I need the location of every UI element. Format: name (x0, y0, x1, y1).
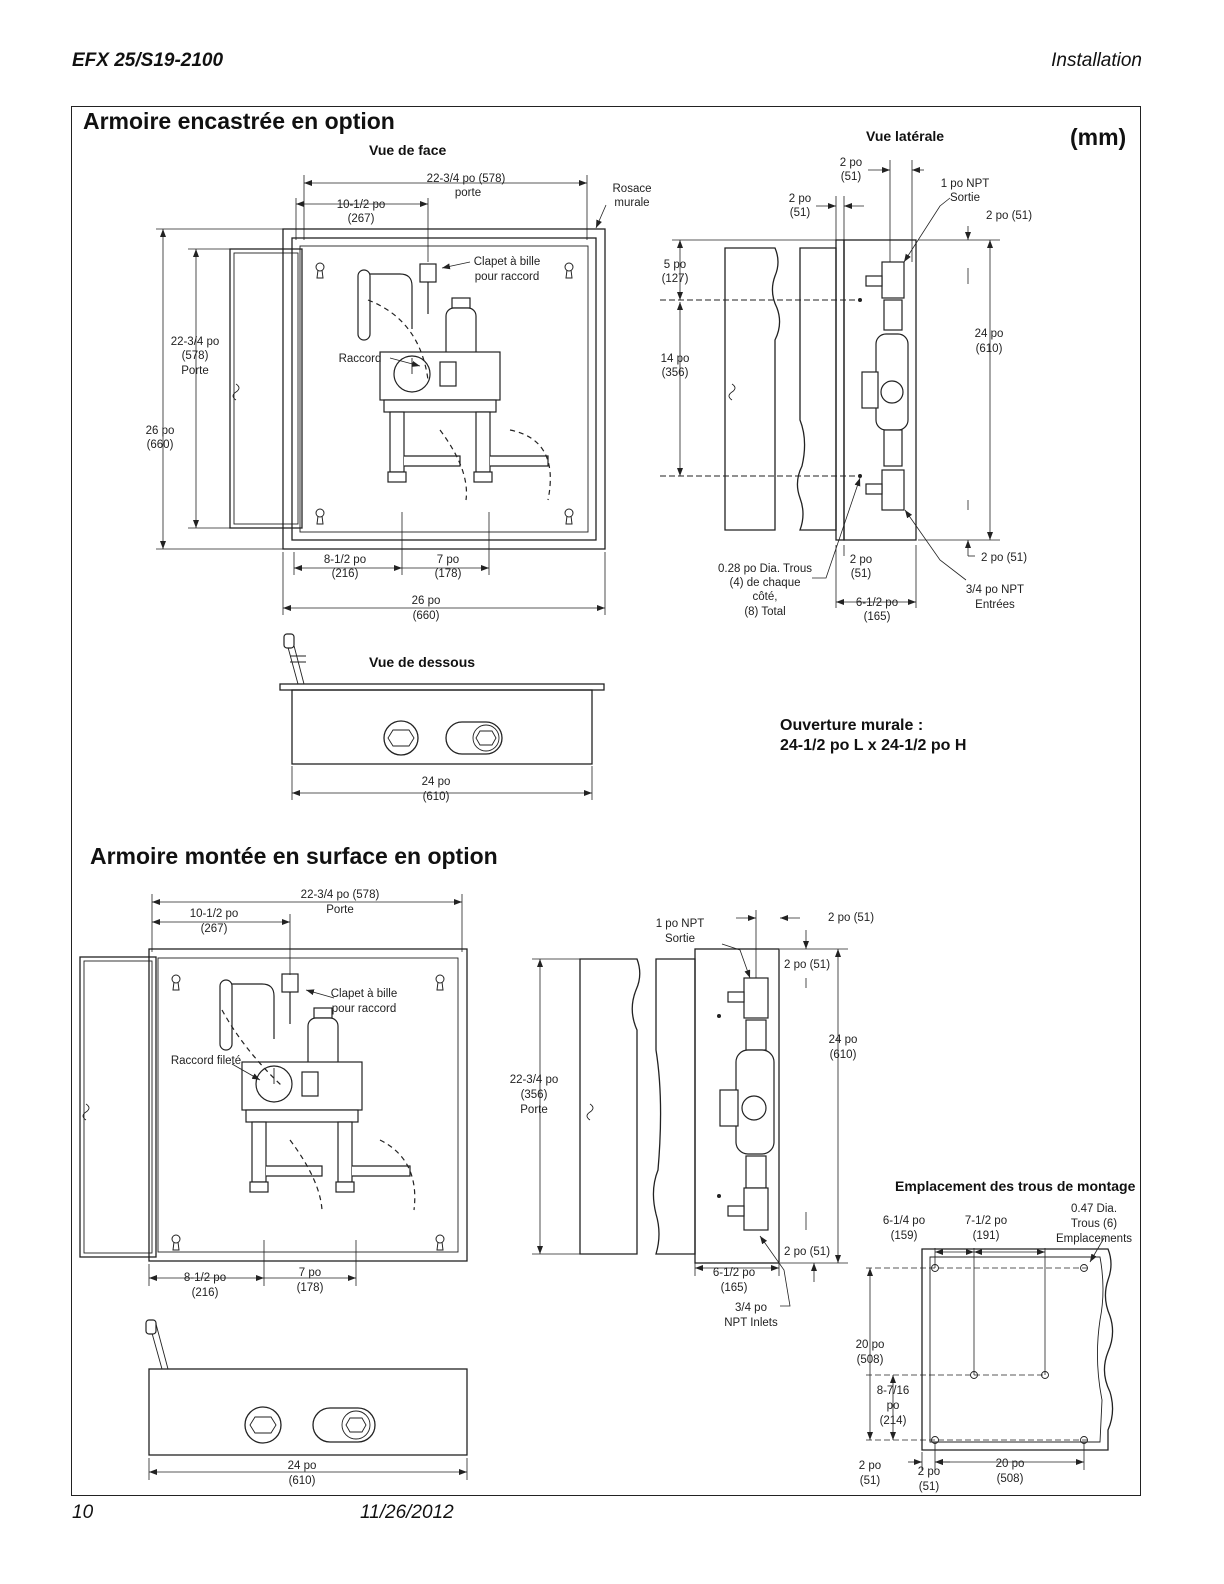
side-view-title: Vue latérale (866, 128, 945, 144)
dimension-label: Porte (520, 1104, 548, 1116)
dimension-label: (51) (850, 568, 872, 580)
dimension-label: 5 po (663, 259, 687, 271)
dimension-label: 22-3/4 po (578) (426, 173, 506, 185)
dimension-label: 2 po (849, 554, 873, 566)
dimension-label: (216) (331, 568, 359, 580)
dimension-label: 7-1/2 po (964, 1215, 1008, 1227)
dimension-label: (127) (661, 273, 689, 285)
surface-section-title: Armoire montée en surface en option (90, 843, 498, 869)
dimension-label: Entrées (975, 599, 1015, 611)
recessed-front-view (146, 173, 652, 622)
dimension-label: 6-1/2 po (855, 597, 899, 609)
document-model: EFX 25/S19-2100 (72, 50, 224, 71)
surface-bottom-view (146, 1320, 467, 1487)
dimension-label: 22-3/4 po (509, 1074, 559, 1086)
dimension-label: 22-3/4 po (578) (300, 889, 380, 901)
dimension-label: (508) (856, 1354, 884, 1366)
dimension-label: Emplacements (1055, 1233, 1133, 1245)
dimension-label: 22-3/4 po (170, 336, 220, 348)
dimension-label: (610) (975, 343, 1003, 355)
recessed-section-title: Armoire encastrée en option (83, 108, 395, 134)
dimension-label: 24 po (828, 1034, 858, 1046)
recessed-side-view (660, 157, 1032, 623)
dimension-label: (191) (972, 1230, 1000, 1242)
dimension-label: (660) (412, 610, 440, 622)
surface-side-view (510, 910, 875, 1329)
document-date: 11/26/2012 (360, 1502, 454, 1523)
document-section: Installation (1051, 50, 1142, 71)
page-number: 10 (72, 1502, 94, 1523)
mounting-holes-title: Emplacement des trous de montage (895, 1178, 1136, 1194)
dimension-label: 7 po (298, 1267, 322, 1279)
dimension-label: Porte (326, 904, 354, 916)
dimension-label: (610) (829, 1049, 857, 1061)
dimension-label: 0.47 Dia. (1070, 1203, 1118, 1215)
dimension-label: 6-1/2 po (712, 1267, 756, 1279)
dimension-label: (508) (996, 1473, 1024, 1485)
dimension-label: (51) (859, 1475, 881, 1487)
surface-front-view (80, 889, 467, 1299)
dimension-label: (165) (720, 1282, 748, 1294)
dimension-label: 1 po NPT (655, 918, 705, 930)
dimension-label: 26 po (411, 595, 441, 607)
dimension-label: (660) (146, 439, 174, 451)
dimension-label: (356) (661, 367, 689, 379)
wall-opening-size: 24-1/2 po L x 24-1/2 po H (780, 737, 967, 754)
dimension-label: (610) (422, 791, 450, 803)
dimension-label: 24 po (974, 328, 1004, 340)
dimension-label: 20 po (855, 1339, 885, 1351)
dimension-label: 2 po (839, 157, 863, 169)
dimension-label: (214) (879, 1415, 907, 1427)
dimension-label: (4) de chaque (729, 577, 801, 589)
dimension-label: 2 po (51) (828, 912, 875, 924)
dimension-label: pour raccord (331, 1003, 397, 1015)
dimension-label: Clapet à bille (473, 256, 541, 268)
dimension-label: Raccord fileté (170, 1055, 242, 1067)
dimension-label: 24 po (421, 776, 451, 788)
dimension-label: murale (614, 197, 650, 209)
dimension-label: Sortie (664, 933, 696, 945)
dimension-label: 14 po (660, 353, 690, 365)
dimension-label: (51) (789, 207, 811, 219)
dimension-label: (51) (840, 171, 862, 183)
mounting-holes-diagram (856, 1203, 1133, 1493)
dimension-label: 2 po (51) (784, 959, 831, 971)
units-label: (mm) (1070, 124, 1127, 150)
dimension-label: porte (454, 187, 482, 199)
dimension-label: 8-7/16 (876, 1385, 910, 1397)
dimension-label: 2 po (51) (986, 210, 1033, 222)
dimension-label: NPT Inlets (724, 1317, 778, 1329)
dimension-label: 24 po (287, 1460, 317, 1472)
dimension-label: 2 po (51) (784, 1246, 831, 1258)
wall-opening-label: Ouverture murale : (780, 717, 924, 734)
dimension-label: (8) Total (744, 606, 786, 618)
front-view-title: Vue de face (369, 142, 447, 158)
dimension-label: (267) (200, 923, 228, 935)
dimension-label: 0.28 po Dia. Trous (718, 563, 812, 575)
dimension-label: 20 po (995, 1458, 1025, 1470)
dimension-label: (165) (863, 611, 891, 623)
dimension-label: 10-1/2 po (189, 908, 239, 920)
dimension-label: Clapet à bille (330, 988, 398, 1000)
dimension-label: po (886, 1400, 900, 1412)
dimension-label: 2 po (51) (981, 552, 1028, 564)
dimension-label: 2 po (858, 1460, 882, 1472)
dimension-label: Sortie (949, 192, 981, 204)
dimension-label: (159) (890, 1230, 918, 1242)
dimension-label: Porte (181, 365, 209, 377)
dimension-label: 2 po (788, 193, 812, 205)
dimension-label: 7 po (436, 554, 460, 566)
dimension-label: 2 po (917, 1466, 941, 1478)
bottom-view-title: Vue de dessous (369, 654, 476, 670)
dimension-label: (51) (918, 1481, 940, 1493)
dimension-label: Rosace (612, 183, 652, 195)
dimension-label: 8-1/2 po (323, 554, 367, 566)
recessed-bottom-view (280, 634, 604, 803)
dimension-label: (578) (181, 350, 209, 362)
dimension-label: (610) (288, 1475, 316, 1487)
dimension-label: 8-1/2 po (183, 1272, 227, 1284)
dimension-label: (267) (347, 213, 375, 225)
dimension-label: pour raccord (474, 271, 540, 283)
dimension-label: 10-1/2 po (336, 199, 386, 211)
dimension-label: 26 po (145, 425, 175, 437)
dimension-label: côté, (752, 591, 778, 603)
dimension-label: (178) (434, 568, 462, 580)
dimension-label: (178) (296, 1282, 324, 1294)
dimension-label: 1 po NPT (940, 178, 990, 190)
dimension-label: 3/4 po NPT (965, 584, 1025, 596)
dimension-label: (216) (191, 1287, 219, 1299)
dimension-label: Trous (6) (1070, 1218, 1118, 1230)
dimension-label: 3/4 po (735, 1302, 767, 1314)
dimension-label: (356) (520, 1089, 548, 1101)
dimension-label: Raccord (338, 353, 382, 365)
dimension-label: 6-1/4 po (882, 1215, 926, 1227)
